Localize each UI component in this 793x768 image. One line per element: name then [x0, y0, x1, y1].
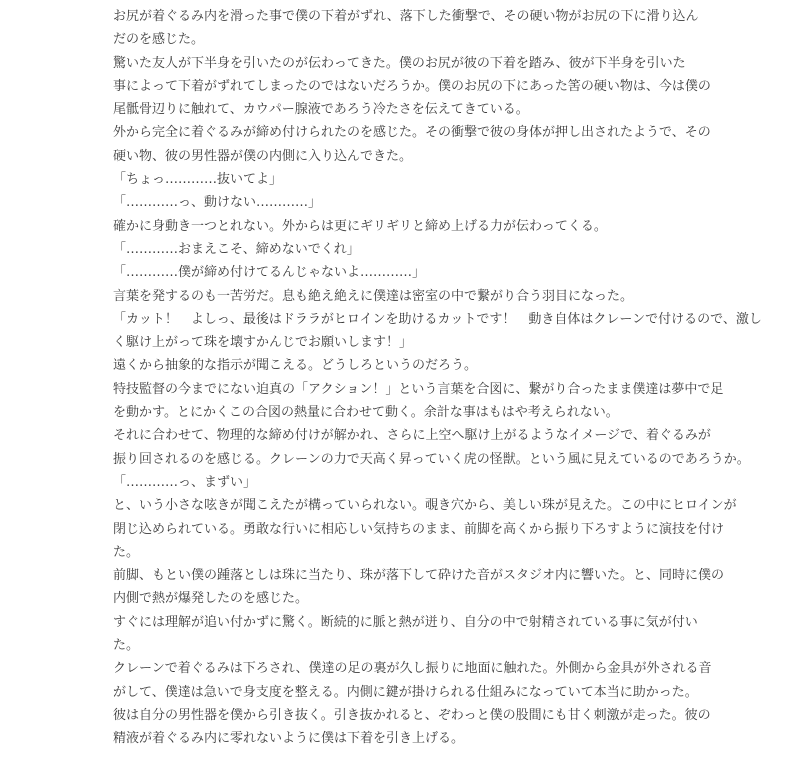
- text-line: と、いう小さな呟きが聞こえたが構っていられない。覗き穴から、美しい珠が見えた。この中にヒロインが: [113, 498, 737, 514]
- text-line: 特技監督の今までにない迫真の「アクション！」という言葉を合図に、繋がり合ったまま僕達は夢中で足: [113, 381, 724, 397]
- text-line: すぐには理解が追い付かずに驚く。断続的に脈と熱が迸り、自分の中で射精されている事に気が付い: [113, 614, 698, 630]
- paragraph: [113, 611, 713, 658]
- text-line: 尾骶骨辺りに触れて、カウパー腺液であろう冷たさを伝えてきている。: [113, 102, 529, 118]
- text-line: 内側で熱が爆発したのを感じた。: [113, 591, 309, 607]
- paragraph: [113, 191, 713, 214]
- text-line: 閉じ込められている。勇敢な行いに相応しい気持ちのまま、前脚を高くから振り下ろすように演技を付け: [113, 521, 725, 537]
- story-text: [113, 5, 762, 751]
- text-line: 「カット！ よしっ、最後はドララがヒロインを助けるカットです！ 動き自体はクレーンで付けるので、激し: [113, 311, 762, 327]
- text-line: 精液が着ぐるみ内に零れないように僕は下着を引き上げる。: [113, 731, 465, 747]
- paragraph: [113, 121, 713, 168]
- text-line: を動かす。とにかくこの合図の熱量に合わせて動く。余計な事はもはや考えられない。: [113, 405, 619, 421]
- paragraph: [113, 657, 713, 704]
- text-line: 遠くから抽象的な指示が聞こえる。どうしろというのだろう。: [113, 358, 478, 374]
- paragraph: [113, 354, 713, 377]
- text-line: 彼は自分の男性器を僕から引き抜く。引き抜かれると、ぞわっと僕の股間にも甘く刺激が走った。彼の: [113, 707, 711, 723]
- text-line: 言葉を発するのも一苦労だ。息も絶え絶えに僕達は密室の中で繋がり合う羽目になった。: [113, 288, 634, 304]
- paragraph: [113, 261, 713, 284]
- paragraph: [113, 168, 713, 191]
- paragraph: [113, 424, 750, 471]
- text-line: 事によって下着がずれてしまったのではないだろうか。僕のお尻の下にあった筈の硬い物は、今は僕の: [113, 78, 711, 94]
- paragraph: [113, 215, 713, 238]
- text-line: 確かに身動き一つとれない。外からは更にギリギリと締め上げる力が伝わってくる。: [113, 218, 607, 234]
- paragraph: [113, 704, 713, 751]
- paragraph: [113, 378, 724, 425]
- text-line: クレーンで着ぐるみは下ろされ、僕達の足の裏が久し振りに地面に触れた。外側から金具が外される音: [113, 661, 712, 677]
- text-line: 振り回されるのを感じる。クレーンの力で天高く昇っていく虎の怪獣。という風に見えているのであろうか。: [113, 451, 750, 467]
- paragraph: [113, 564, 725, 611]
- paragraph: [113, 5, 713, 52]
- text-line: 「…………僕が締め付けてるんじゃないよ…………」: [113, 265, 426, 281]
- paragraph: [113, 494, 737, 564]
- text-line: 外から完全に着ぐるみが締め付けられたのを感じた。その衝撃で彼の身体が押し出されたようで、その: [113, 125, 711, 141]
- text-line: く駆け上がって珠を壊すかんじでお願いします！」: [113, 335, 413, 351]
- text-line: 「ちょっ…………抜いてよ」: [113, 172, 283, 188]
- text-line: た。: [113, 544, 140, 560]
- paragraph: [113, 52, 713, 122]
- text-line: がして、僕達は急いで身支度を整える。内側に鍵が掛けられる仕組みになっていて本当に助かった。: [113, 684, 698, 700]
- text-line: 「…………っ、まずい」: [113, 474, 257, 490]
- text-line: 「…………おまえこそ、締めないでくれ」: [113, 241, 360, 257]
- text-line: 驚いた友人が下半身を引いたのが伝わってきた。僕のお尻が彼の下着を踏み、彼が下半身を引いた: [113, 55, 686, 71]
- text-line: だのを感じた。: [113, 32, 205, 48]
- text-line: 「…………っ、動けない…………」: [113, 195, 322, 211]
- paragraph: [113, 471, 713, 494]
- text-line: 前脚、もとい僕の踵落としは珠に当たり、珠が落下して砕けた音がスタジオ内に響いた。と、同時に僕の: [113, 568, 725, 584]
- paragraph: [113, 238, 713, 261]
- text-line: た。: [113, 638, 140, 654]
- text-line: 硬い物、彼の男性器が僕の内側に入り込んできた。: [113, 148, 413, 164]
- paragraph: [113, 308, 762, 355]
- paragraph: [113, 285, 713, 308]
- text-line: それに合わせて、物理的な締め付けが解かれ、さらに上空へ駆け上がるようなイメージで、着ぐるみが: [113, 428, 711, 444]
- text-line: お尻が着ぐるみ内を滑った事で僕の下着がずれ、落下した衝撃で、その硬い物がお尻の下に滑り込ん: [113, 9, 699, 24]
